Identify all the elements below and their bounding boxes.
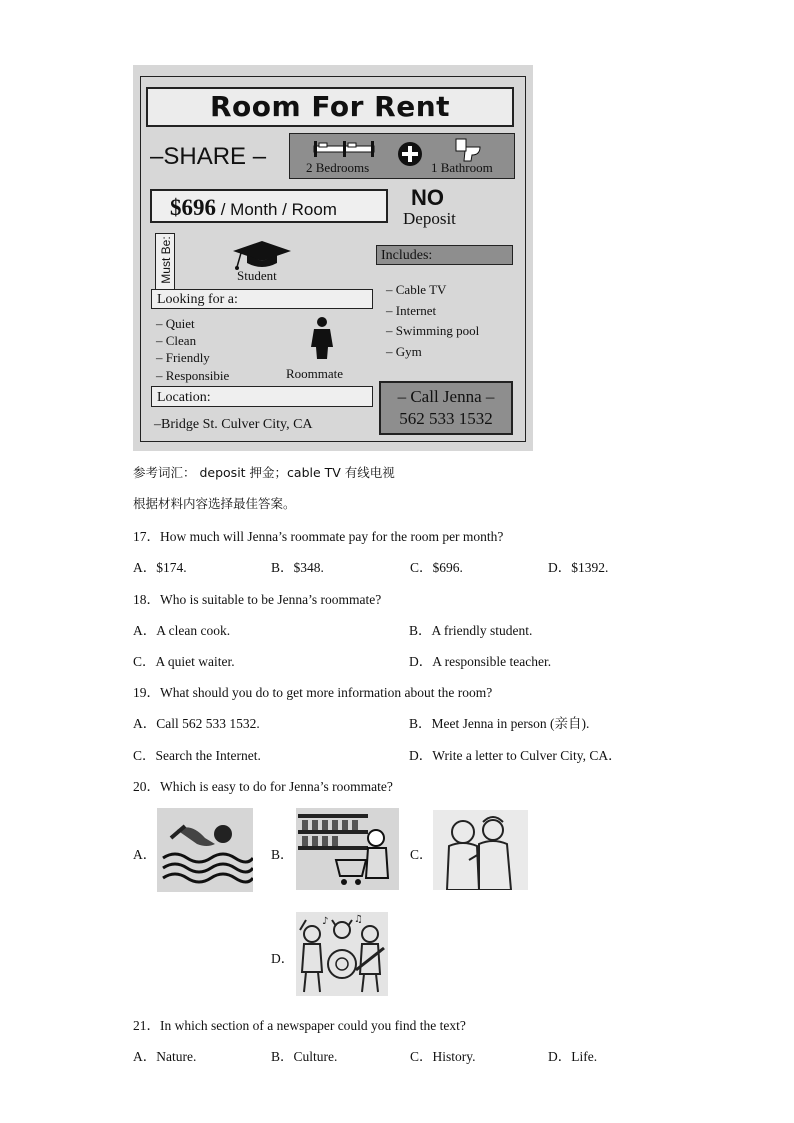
- price-box: [150, 189, 388, 223]
- plus-icon: [397, 141, 423, 167]
- option-21d[interactable]: D．Life.: [548, 1049, 598, 1064]
- option-17a[interactable]: A．$174.: [133, 560, 187, 575]
- option-20b[interactable]: B．: [271, 847, 294, 862]
- price-unit: / Month / Room: [216, 200, 337, 219]
- svg-text:♪: ♪: [322, 916, 329, 927]
- instruction: 根据材料内容选择最佳答案。: [133, 496, 296, 511]
- roommate-label: Roommate: [286, 366, 344, 381]
- option-18d[interactable]: D．A responsible teacher.: [409, 654, 552, 669]
- option-19a[interactable]: A．Call 562 533 1532.: [133, 716, 260, 731]
- band-icon: [296, 912, 388, 996]
- must-be-box: [155, 233, 175, 291]
- ad-share: –SHARE –: [150, 143, 267, 170]
- option-19d[interactable]: D．Write a letter to Culver City, CA．: [409, 748, 622, 763]
- student-label: Student: [237, 268, 277, 283]
- shopping-icon: [296, 808, 399, 890]
- option-18c[interactable]: C．A quiet waiter.: [133, 654, 235, 669]
- option-21b[interactable]: B．Culture.: [271, 1049, 338, 1064]
- question-19: 19．What should you do to get more information about the room?: [133, 685, 493, 700]
- option-21c[interactable]: C．History.: [410, 1049, 476, 1064]
- option-17c[interactable]: C．$696.: [410, 560, 463, 575]
- call-name: – Call Jenna –: [397, 387, 495, 406]
- includes-list: [386, 280, 479, 362]
- band-picture[interactable]: [296, 912, 388, 996]
- call-box: [379, 381, 513, 435]
- svg-text:♫: ♫: [354, 914, 363, 925]
- option-20c[interactable]: C．: [410, 847, 433, 862]
- question-18: 18．Who is suitable to be Jenna’s roommate?: [133, 592, 382, 607]
- shopping-picture[interactable]: [296, 808, 399, 890]
- graduation-cap-icon: [231, 239, 293, 271]
- option-20d[interactable]: D．: [271, 951, 295, 966]
- option-21a[interactable]: A．Nature.: [133, 1049, 197, 1064]
- caring-picture[interactable]: [433, 810, 528, 890]
- rooms-box: [289, 133, 515, 179]
- deposit-label: Deposit: [403, 209, 456, 228]
- option-18b[interactable]: B．A friendly student.: [409, 623, 533, 638]
- bed-icon: [312, 140, 376, 158]
- question-17: 17．How much will Jenna’s roommate pay for the room per month?: [133, 529, 504, 544]
- question-20: 20．Which is easy to do for Jenna’s roommate?: [133, 779, 393, 794]
- looking-item: – Clean: [156, 333, 197, 349]
- no-label: NO: [411, 185, 444, 210]
- bathroom-label: 1 Bathroom: [431, 160, 493, 175]
- option-17b[interactable]: B．$348.: [271, 560, 324, 575]
- must-be-label: Must Be:: [159, 236, 173, 284]
- address: –Bridge St. Culver City, CA: [154, 417, 313, 432]
- option-19b[interactable]: B．Meet Jenna in person (亲自).: [409, 716, 590, 731]
- bedrooms-label: 2 Bedrooms: [306, 160, 370, 175]
- looking-item: – Responsibie: [156, 367, 230, 383]
- looking-heading: Looking for a:: [151, 289, 373, 309]
- option-18a[interactable]: A．A clean cook.: [133, 623, 231, 638]
- option-20a[interactable]: A．: [133, 847, 157, 862]
- swimmer-icon: [157, 808, 253, 892]
- includes-heading: Includes:: [376, 245, 513, 265]
- price-value: $696: [170, 195, 216, 220]
- includes-item: – Internet: [386, 302, 437, 318]
- call-phone: 562 533 1532: [399, 409, 493, 428]
- looking-item: – Friendly: [156, 350, 210, 366]
- swimming-picture[interactable]: [157, 808, 253, 892]
- location-heading: Location:: [151, 386, 373, 407]
- question-21: 21．In which section of a newspaper could you find the text?: [133, 1018, 466, 1033]
- looking-item: – Quiet: [156, 316, 195, 331]
- nurse-helping-icon: [433, 810, 528, 890]
- person-icon: [311, 317, 333, 359]
- room-for-rent-ad: [133, 65, 533, 451]
- includes-item: – Gym: [386, 343, 422, 359]
- includes-item: – Swimming pool: [386, 323, 480, 338]
- looking-list: [156, 315, 229, 384]
- option-19c[interactable]: C．Search the Internet.: [133, 748, 261, 763]
- includes-item: – Cable TV: [386, 282, 447, 297]
- vocabulary-note: 参考词汇： deposit 押金；cable TV 有线电视: [133, 465, 395, 480]
- ad-title: Room For Rent: [146, 87, 514, 127]
- option-17d[interactable]: D．$1392.: [548, 560, 609, 575]
